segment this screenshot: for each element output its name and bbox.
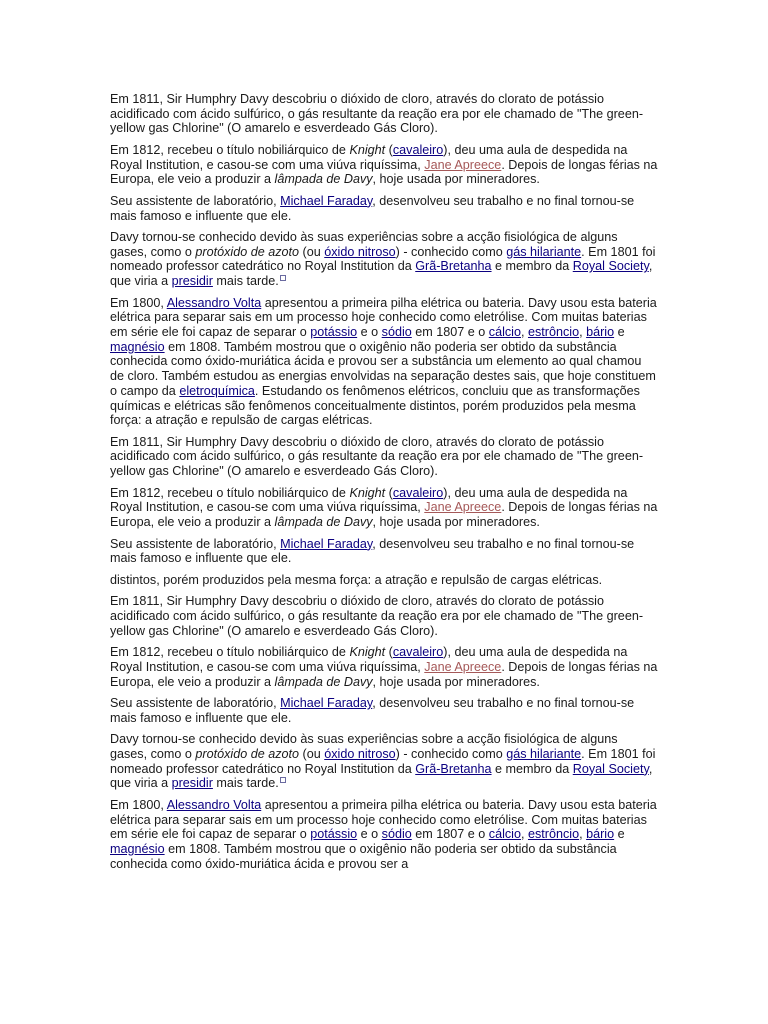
link-presidir[interactable]: presidir: [171, 776, 213, 791]
text: , hoje usada por mineradores.: [372, 172, 540, 187]
lampada-term: lâmpada de Davy: [274, 172, 373, 187]
text: e: [614, 827, 625, 842]
text: Seu assistente de laboratório,: [110, 696, 281, 711]
paragraph-chlorine-1811: [110, 594, 658, 638]
link-potassio[interactable]: potássio: [310, 827, 358, 842]
link-alessandro-volta[interactable]: Alessandro Volta: [166, 295, 262, 310]
knight-term: Knight: [349, 645, 386, 660]
text: , hoje usada por mineradores.: [372, 674, 540, 689]
text: Em 1812, recebeu o título nobiliárquico de: [110, 485, 350, 500]
link-estroncio[interactable]: estrôncio: [527, 325, 580, 340]
link-royal-society[interactable]: Royal Society: [572, 259, 649, 274]
text: (: [385, 485, 393, 500]
text: (ou: [299, 244, 325, 259]
text: Seu assistente de laboratório,: [110, 536, 281, 551]
paragraph-volta: [110, 296, 658, 428]
text: (: [385, 142, 393, 157]
knight-term: Knight: [349, 142, 386, 157]
text: Em 1800,: [110, 797, 167, 812]
text: Em 1812, recebeu o título nobiliárquico de: [110, 142, 350, 157]
text: . Estudando os fenômenos elétricos, concluiu que as transformações químicas e elétricas são fenômenos conceitualmente distintos, porém produzidos pela mesma força: a atração e repulsão de cargas elétricas.: [110, 383, 640, 428]
text: ,: [520, 325, 528, 340]
paragraph-knight-1812: [110, 143, 658, 187]
text: ,: [579, 827, 587, 842]
paragraph-assistant: [110, 696, 658, 725]
link-calcio[interactable]: cálcio: [488, 325, 521, 340]
paragraph-davy-gases: [110, 732, 658, 791]
text: , hoje usada por mineradores.: [372, 515, 540, 530]
text: em 1807 e o: [411, 827, 489, 842]
paragraph-knight-1812: [110, 486, 658, 530]
link-gas-hilariante[interactable]: gás hilariante: [506, 746, 582, 761]
reference-marker-icon[interactable]: [280, 275, 286, 281]
text: Seu assistente de laboratório,: [110, 193, 281, 208]
link-gra-bretanha[interactable]: Grã-Bretanha: [415, 761, 492, 776]
text: e membro da: [491, 761, 573, 776]
reference-marker-icon[interactable]: [280, 777, 286, 783]
link-magnesio[interactable]: magnésio: [110, 339, 165, 354]
text: ,: [520, 827, 528, 842]
link-calcio[interactable]: cálcio: [488, 827, 521, 842]
text: distintos, porém produzidos pela mesma força: a atração e repulsão de cargas elétricas.: [110, 572, 603, 587]
text: mais tarde.: [212, 776, 279, 791]
text: . Depois de longas férias na Europa, ele veio a produzir a: [110, 157, 658, 187]
text: ) - conhecido como: [395, 746, 507, 761]
link-cavaleiro[interactable]: cavaleiro: [392, 485, 444, 500]
text: . Depois de longas férias na Europa, ele veio a produzir a: [110, 659, 658, 689]
link-royal-society[interactable]: Royal Society: [572, 761, 649, 776]
text: Em 1811, Sir Humphry Davy descobriu o dióxido de cloro, através do clorato de potássio acidificado com ácido sulfúrico, o gás resultante da reação era por ele chamado de "The green-yellow gas Chlorine" (O amarelo e esverdeado Gás Cloro).: [110, 594, 644, 638]
paragraph-chlorine-1811: [110, 435, 658, 479]
text: . Depois de longas férias na Europa, ele veio a produzir a: [110, 500, 658, 530]
lampada-term: lâmpada de Davy: [274, 515, 373, 530]
text: Davy tornou-se conhecido devido às suas experiências sobre a acção fisiológica de alguns gases, como o: [110, 230, 618, 259]
text: (: [385, 645, 393, 660]
link-estroncio[interactable]: estrôncio: [527, 827, 580, 842]
text: Em 1800,: [110, 295, 167, 310]
link-michael-faraday[interactable]: Michael Faraday: [280, 193, 373, 208]
text: Em 1811, Sir Humphry Davy descobriu o dióxido de cloro, através do clorato de potássio acidificado com ácido sulfúrico, o gás resultante da reação era por ele chamado de "The green-yellow gas Chlorine" (O amarelo e esverdeado Gás Cloro).: [110, 92, 644, 136]
protoxido-term: protóxido de azoto: [195, 746, 300, 761]
text: e: [614, 325, 625, 340]
text: ,: [579, 325, 587, 340]
lampada-term: lâmpada de Davy: [274, 674, 373, 689]
link-potassio[interactable]: potássio: [310, 325, 358, 340]
text: ), deu uma aula de despedida na Royal Institution, e casou-se com uma viúva riquíssima,: [110, 645, 628, 674]
link-alessandro-volta[interactable]: Alessandro Volta: [166, 797, 262, 812]
link-sodio[interactable]: sódio: [381, 325, 412, 340]
text: Em 1811, Sir Humphry Davy descobriu o dióxido de cloro, através do clorato de potássio acidificado com ácido sulfúrico, o gás resultante da reação era por ele chamado de "The green-yellow gas Chlorine" (O amarelo e esverdeado Gás Cloro).: [110, 434, 644, 479]
text: apresentou a primeira pilha elétrica ou bateria. Davy usou esta bateria elétrica para separar sais em um processo hoje conhecido como eletrólise. Com muitas baterias em série ele foi capaz de separar o: [110, 295, 657, 340]
link-eletroquimica[interactable]: eletroquímica: [179, 383, 255, 398]
text: , desenvolveu seu trabalho e no final tornou-se mais famoso e influente que ele.: [110, 193, 635, 223]
text: ), deu uma aula de despedida na Royal Institution, e casou-se com uma viúva riquíssima,: [110, 485, 628, 515]
text: , que viria a: [110, 259, 653, 289]
link-bario[interactable]: bário: [586, 325, 615, 340]
link-presidir[interactable]: presidir: [171, 274, 213, 289]
paragraph-knight-1812: [110, 645, 658, 689]
text: Davy tornou-se conhecido devido às suas experiências sobre a acção fisiológica de alguns gases, como o: [110, 732, 618, 761]
link-magnesio[interactable]: magnésio: [110, 842, 165, 856]
text: em 1807 e o: [411, 325, 489, 340]
text: em 1808. Também mostrou que o oxigênio não poderia ser obtido da substância conhecida como óxido-muriática ácida e provou ser a: [110, 842, 617, 871]
text: . Em 1801 foi nomeado professor catedrático no Royal Institution da: [110, 746, 656, 776]
text: e o: [357, 827, 382, 842]
text: apresentou a primeira pilha elétrica ou bateria. Davy usou esta bateria elétrica para separar sais em um processo hoje conhecido como eletrólise. Com muitas baterias em série ele foi capaz de separar o: [110, 797, 657, 842]
paragraph-davy-gases: [110, 230, 658, 289]
paragraph-distintos: [110, 573, 658, 588]
text: ) - conhecido como: [395, 244, 507, 259]
text: em 1808. Também mostrou que o oxigênio não poderia ser obtido da substância conhecida como óxido-muriática ácida e provou ser a substância um elemento ao qual chamou de cloro. Também estudou as energias envolvidas na separação destes sais, que hoje constituem o campo da: [110, 339, 656, 398]
text: ), deu uma aula de despedida na Royal Institution, e casou-se com uma viúva riquíssima,: [110, 142, 628, 172]
link-michael-faraday[interactable]: Michael Faraday: [280, 536, 373, 551]
text: e o: [357, 325, 382, 340]
knight-term: Knight: [349, 485, 386, 500]
text: e membro da: [491, 259, 573, 274]
text: Em 1812, recebeu o título nobiliárquico de: [110, 645, 350, 660]
text: (ou: [299, 746, 325, 761]
text: , desenvolveu seu trabalho e no final tornou-se mais famoso e influente que ele.: [110, 696, 635, 725]
link-cavaleiro[interactable]: cavaleiro: [392, 645, 444, 660]
paragraph-volta-truncated: [110, 798, 658, 872]
protoxido-term: protóxido de azoto: [195, 244, 300, 259]
link-gra-bretanha[interactable]: Grã-Bretanha: [415, 259, 492, 274]
link-jane-apreece[interactable]: Jane Apreece: [424, 500, 502, 515]
text: , desenvolveu seu trabalho e no final tornou-se mais famoso e influente que ele.: [110, 536, 635, 566]
paragraph-assistant: [110, 537, 658, 566]
document-body: [110, 92, 658, 878]
paragraph-assistant: [110, 194, 658, 223]
text: mais tarde.: [212, 274, 279, 289]
paragraph-chlorine-1811: [110, 92, 658, 136]
link-michael-faraday[interactable]: Michael Faraday: [280, 696, 373, 711]
link-sodio[interactable]: sódio: [381, 827, 412, 842]
link-oxido-nitroso[interactable]: óxido nitroso: [324, 746, 396, 761]
text: , que viria a: [110, 761, 653, 791]
link-oxido-nitroso[interactable]: óxido nitroso: [324, 244, 396, 259]
link-cavaleiro[interactable]: cavaleiro: [392, 142, 444, 157]
text: . Em 1801 foi nomeado professor catedrático no Royal Institution da: [110, 244, 656, 274]
link-jane-apreece[interactable]: Jane Apreece: [424, 659, 502, 674]
link-jane-apreece[interactable]: Jane Apreece: [424, 157, 502, 172]
link-bario[interactable]: bário: [586, 827, 615, 842]
link-gas-hilariante[interactable]: gás hilariante: [506, 244, 582, 259]
